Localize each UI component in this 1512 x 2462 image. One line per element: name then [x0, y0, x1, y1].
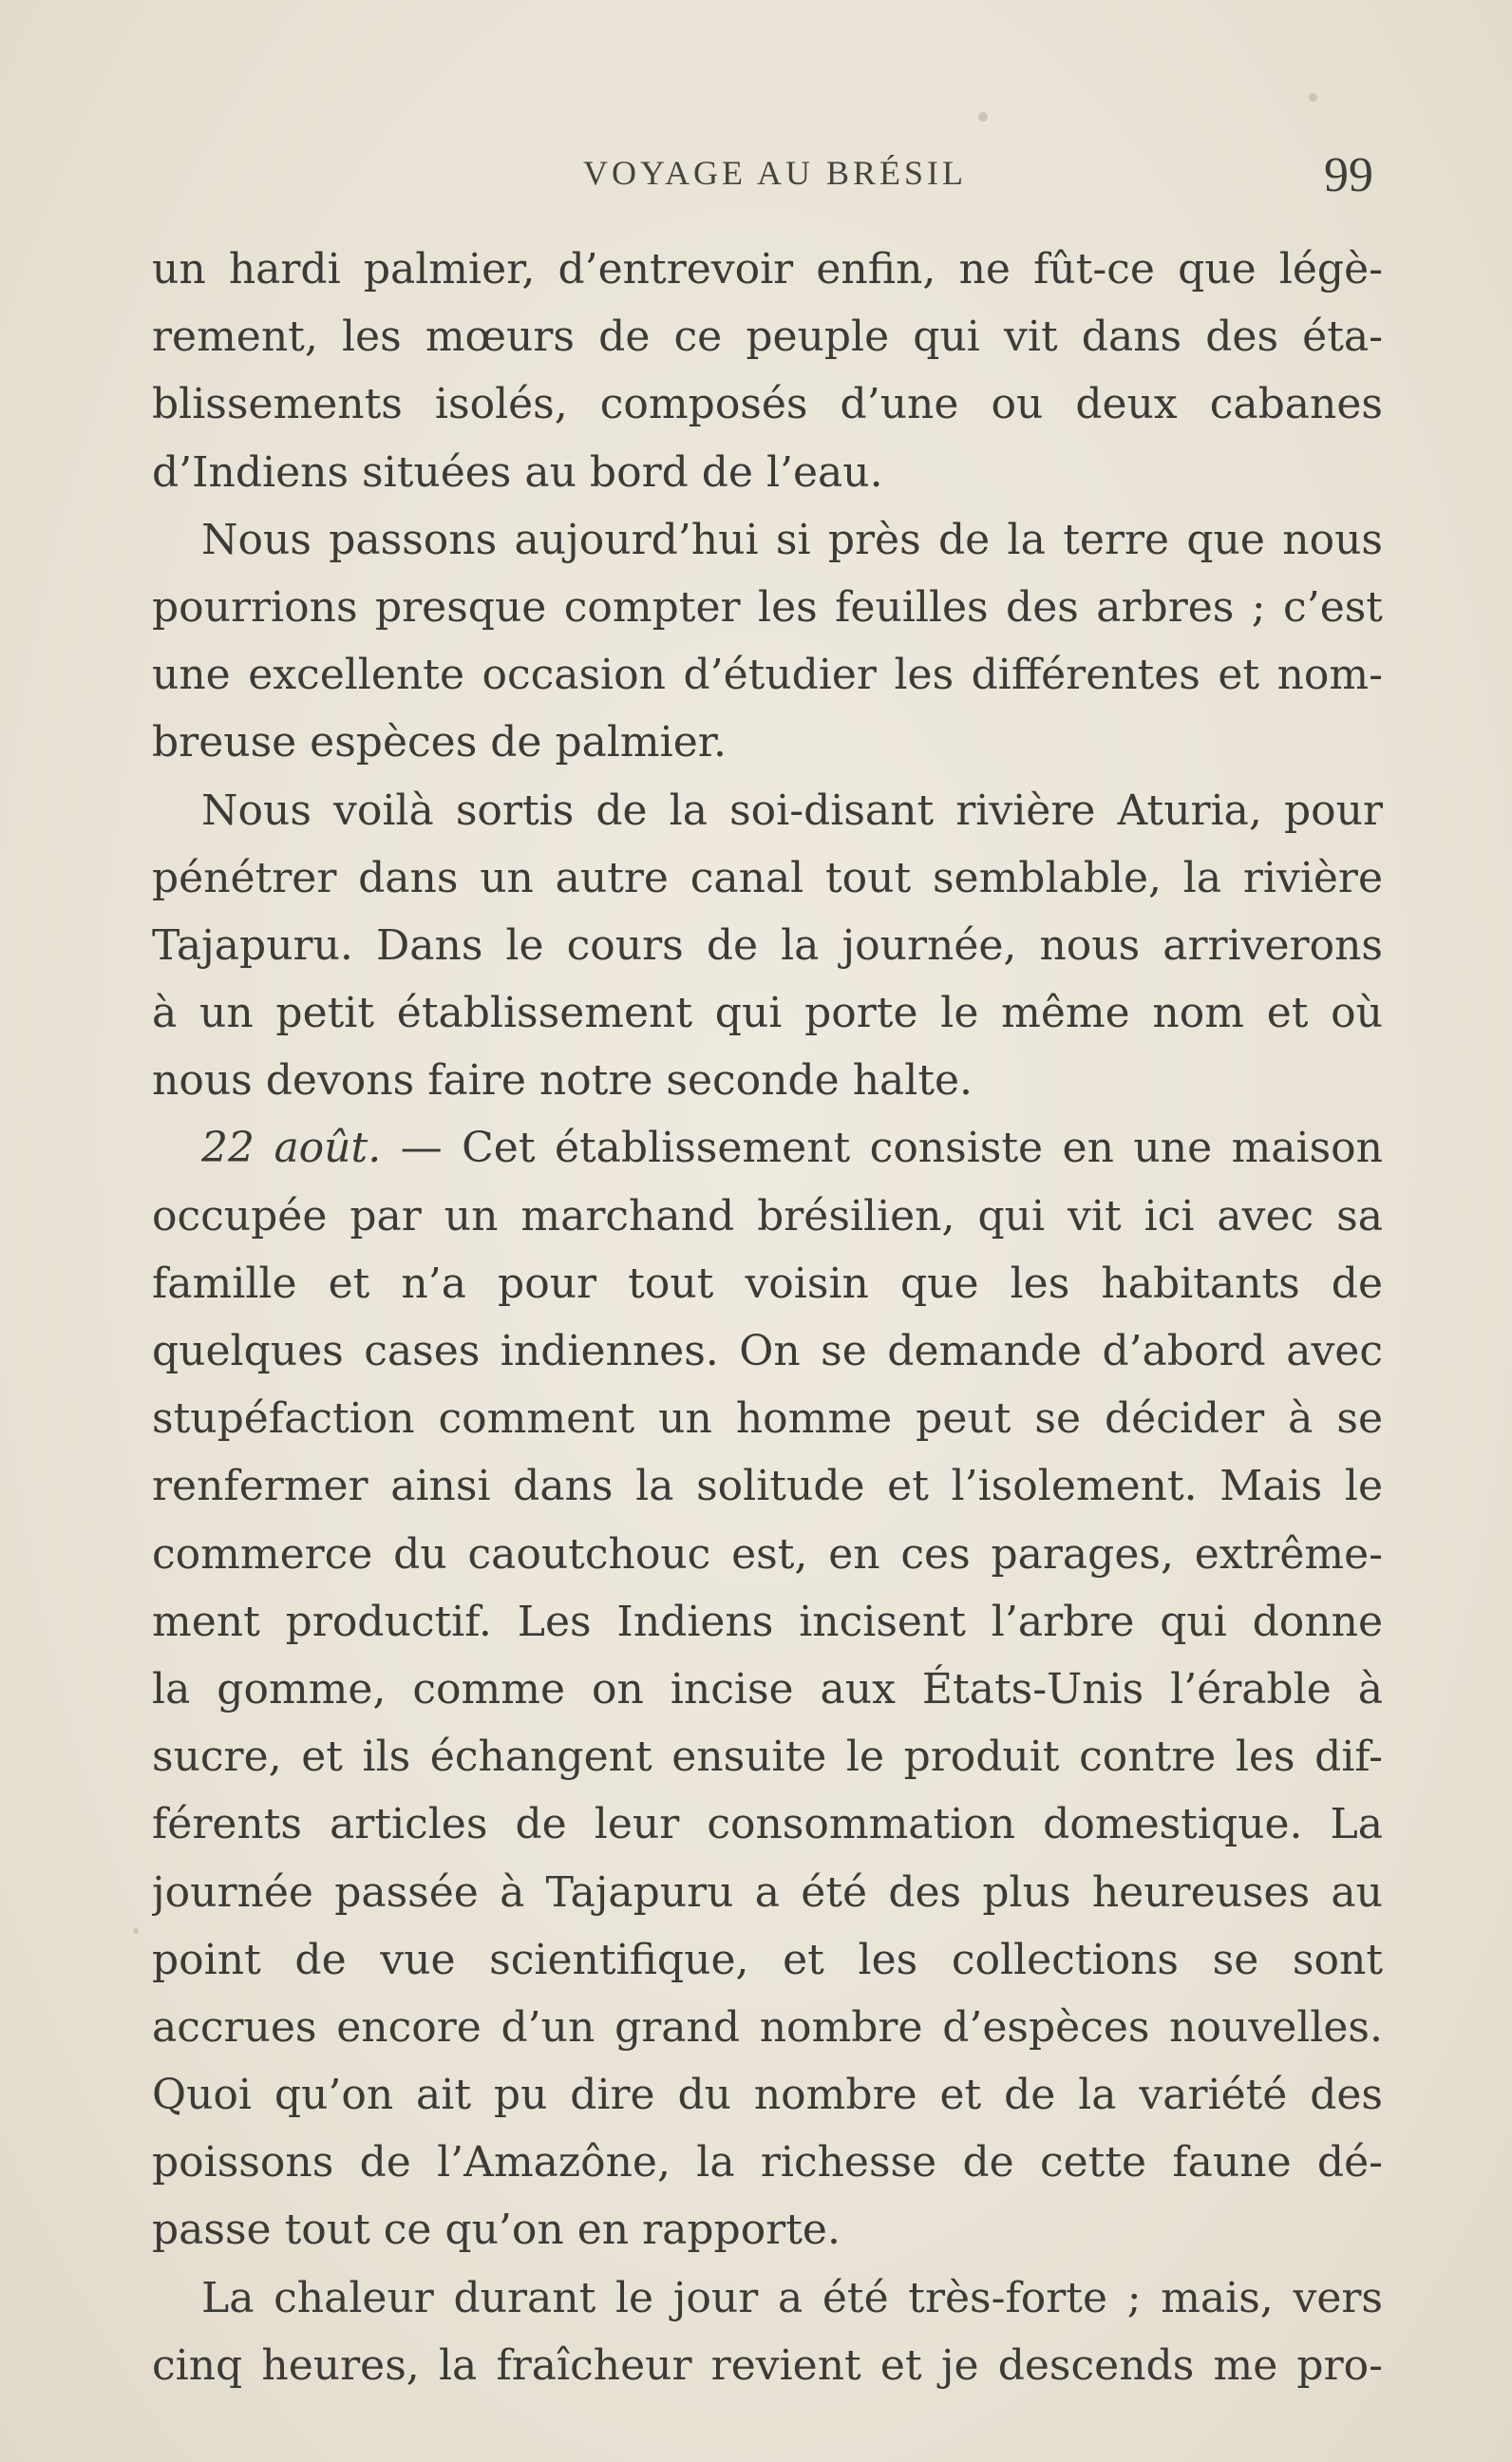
text-line: poissons de l’Amazône, la richesse de cette faune dé-	[152, 2138, 1383, 2187]
text-line: commerce du caoutchouc est, en ces parages, extrême-	[152, 1529, 1383, 1579]
body-text	[152, 236, 1383, 2399]
running-title: VOYAGE AU BRÉSIL	[583, 154, 968, 192]
text-line: passe tout ce qu’on en rapporte.	[152, 2206, 841, 2255]
text-line: ment productif. Les Indiens incisent l’arbre qui donne	[152, 1597, 1383, 1646]
text-line: férents articles de leur consommation domestique. La	[152, 1800, 1383, 1849]
text-line: Nous voilà sortis de la soi-disant rivière Aturia, pour	[201, 786, 1383, 835]
paper-speck	[1309, 93, 1317, 102]
text-line: blissements isolés, composés d’une ou deux cabanes	[152, 380, 1383, 429]
text-line: renfermer ainsi dans la solitude et l’isolement. Mais le	[152, 1462, 1383, 1511]
text-line: stupéfaction comment un homme peut se décider à se	[152, 1394, 1383, 1444]
text-line: La chaleur durant le jour a été très-forte ; mais, vers	[201, 2273, 1383, 2322]
text-line: Nous passons aujourd’hui si près de la terre que nous	[201, 515, 1383, 564]
text-line: sucre, et ils échangent ensuite le produit contre les dif-	[152, 1733, 1383, 1782]
text-line: pourrions presque compter les feuilles des arbres ; c’est	[152, 582, 1383, 632]
page-header	[0, 147, 1512, 204]
text-line: point de vue scientifique, et les collections se sont	[152, 1935, 1383, 1984]
date-label: 22 août.	[201, 1124, 382, 1173]
text-line: quelques cases indiennes. On se demande d’abord avec	[152, 1327, 1383, 1375]
text-line	[152, 1114, 1383, 1182]
page-number: 99	[1324, 148, 1373, 202]
text-line: une excellente occasion d’étudier les différentes et nom-	[152, 651, 1383, 700]
text-line: rement, les mœurs de ce peuple qui vit dans des éta-	[152, 312, 1383, 362]
text-line: nous devons faire notre seconde halte.	[152, 1056, 973, 1106]
paragraph-3	[152, 777, 1383, 1115]
paragraph-2	[152, 506, 1383, 777]
text-line: un hardi palmier, d’entrevoir enfin, ne fût-ce que légè-	[152, 245, 1383, 294]
paragraph-4	[152, 1114, 1383, 2263]
text-line: occupée par un marchand brésilien, qui vit ici avec sa	[152, 1191, 1383, 1240]
text-line: pénétrer dans un autre canal tout semblable, la rivière	[152, 853, 1383, 902]
paragraph-5	[152, 2264, 1383, 2399]
text-line: Quoi qu’on ait pu dire du nombre et de la variété des	[152, 2071, 1383, 2120]
paper-speck	[133, 1928, 139, 1934]
text-line: d’Indiens situées au bord de l’eau.	[152, 447, 883, 497]
text-line: cinq heures, la fraîcheur revient et je descends me pro-	[152, 2340, 1383, 2390]
paper-speck	[978, 112, 988, 122]
text-line: la gomme, comme on incise aux États-Unis l’érable à	[152, 1664, 1383, 1714]
date-line-text: — Cet établissement consiste en une maison	[400, 1124, 1383, 1173]
text-line: Tajapuru. Dans le cours de la journée, nous arriverons	[152, 920, 1383, 970]
text-line: à un petit établissement qui porte le même nom et où	[152, 989, 1383, 1038]
paragraph-1	[152, 236, 1383, 506]
text-line: breuse espèces de palmier.	[152, 718, 727, 767]
text-line: journée passée à Tajapuru a été des plus heureuses au	[152, 1867, 1383, 1917]
text-line: accrues encore d’un grand nombre d’espèces nouvelles.	[152, 2002, 1383, 2052]
text-line: famille et n’a pour tout voisin que les habitants de	[152, 1259, 1383, 1308]
